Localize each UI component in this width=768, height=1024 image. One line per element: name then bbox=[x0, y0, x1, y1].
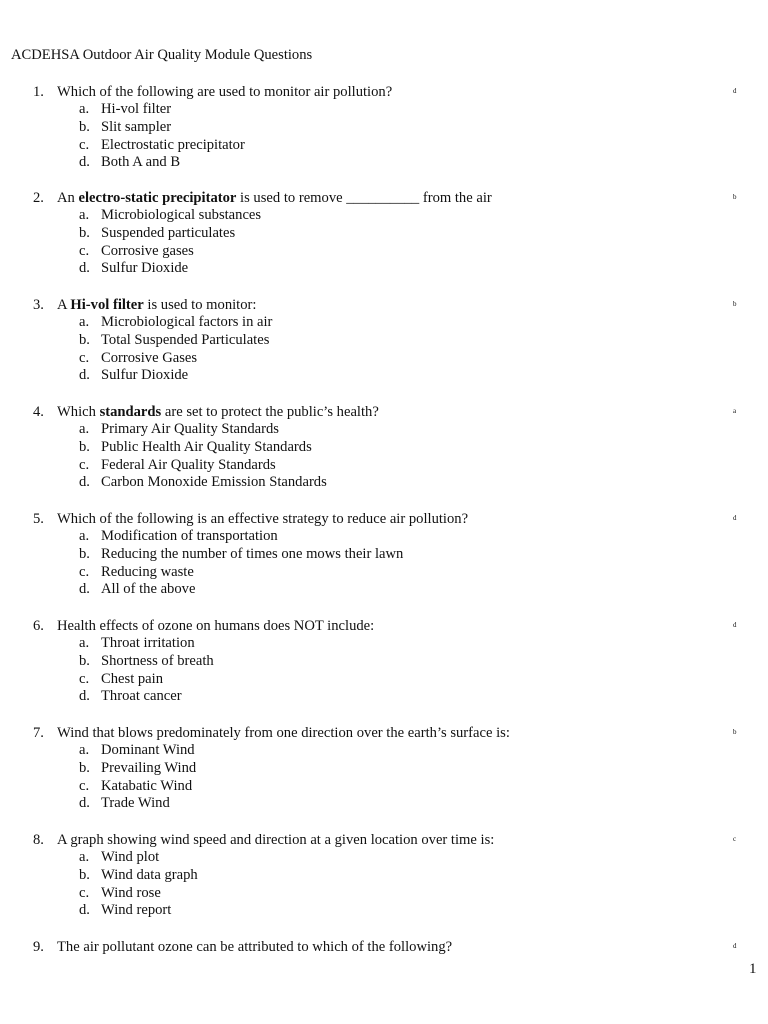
option-letter: d. bbox=[79, 902, 90, 919]
answer-option bbox=[0, 207, 768, 225]
option-letter: a. bbox=[79, 849, 90, 865]
question-number: 5. bbox=[33, 511, 44, 527]
option-letter: d. bbox=[79, 688, 90, 705]
answer-option bbox=[0, 546, 768, 564]
option-letter: c. bbox=[79, 777, 90, 794]
question-line bbox=[0, 403, 768, 421]
option-letter: a. bbox=[79, 528, 90, 544]
option-text: Sulfur Dioxide bbox=[101, 367, 189, 384]
answer-option bbox=[0, 439, 768, 457]
option-list bbox=[0, 635, 768, 706]
question-text-part: Wind that blows predominately from one direction over the earth’s surface is: bbox=[57, 725, 510, 741]
answer-option bbox=[0, 119, 768, 137]
option-list bbox=[0, 849, 768, 920]
answer-option bbox=[0, 243, 768, 261]
option-letter: b. bbox=[79, 224, 90, 241]
question-number: 6. bbox=[33, 618, 44, 634]
option-text: All of the above bbox=[101, 581, 196, 598]
question-number: 3. bbox=[33, 297, 44, 313]
option-text: Modification of transportation bbox=[101, 528, 278, 544]
option-text: Katabatic Wind bbox=[101, 777, 193, 794]
option-text: Both A and B bbox=[101, 154, 181, 171]
option-letter: d. bbox=[79, 795, 90, 812]
option-text: Chest pain bbox=[101, 670, 164, 687]
question-text-part: Which of the following is an effective strategy to reduce air pollution? bbox=[57, 511, 469, 527]
option-letter: c. bbox=[79, 349, 90, 366]
answer-key: c bbox=[733, 835, 737, 843]
question-number: 4. bbox=[33, 404, 44, 420]
answer-option bbox=[0, 260, 768, 278]
option-text: Prevailing Wind bbox=[101, 759, 197, 776]
option-list bbox=[0, 314, 768, 385]
option-text: Reducing the number of times one mows their lawn bbox=[101, 545, 404, 562]
answer-key: d bbox=[733, 621, 737, 629]
answer-option bbox=[0, 332, 768, 350]
option-letter: a. bbox=[79, 742, 90, 758]
answer-option bbox=[0, 653, 768, 671]
answer-option bbox=[0, 564, 768, 582]
question-text-part: A graph showing wind speed and direction at a given location over time is: bbox=[57, 832, 495, 848]
question-item bbox=[0, 510, 768, 599]
answer-option bbox=[0, 457, 768, 475]
option-text: Reducing waste bbox=[101, 563, 194, 580]
option-letter: d. bbox=[79, 367, 90, 384]
option-letter: a. bbox=[79, 421, 90, 437]
question-number: 2. bbox=[33, 190, 44, 206]
option-letter: d. bbox=[79, 474, 90, 491]
option-letter: d. bbox=[79, 154, 90, 171]
option-letter: b. bbox=[79, 438, 90, 455]
answer-option bbox=[0, 154, 768, 172]
option-list bbox=[0, 742, 768, 813]
option-text: Hi-vol filter bbox=[101, 101, 172, 117]
question-text-part: are set to protect the public’s health? bbox=[161, 404, 379, 420]
option-letter: c. bbox=[79, 136, 90, 153]
option-text: Microbiological substances bbox=[101, 207, 262, 223]
question-text-part: is used to remove __________ from the air bbox=[236, 190, 492, 206]
option-list bbox=[0, 207, 768, 278]
question-item bbox=[0, 831, 768, 920]
option-text: Wind data graph bbox=[101, 866, 198, 883]
question-text bbox=[57, 296, 256, 314]
option-text: Suspended particulates bbox=[101, 224, 236, 241]
document-title: ACDEHSA Outdoor Air Quality Module Questions bbox=[11, 47, 313, 63]
question-item bbox=[0, 83, 768, 172]
answer-option bbox=[0, 225, 768, 243]
answer-option bbox=[0, 350, 768, 368]
option-list bbox=[0, 101, 768, 172]
question-text-part: Which of the following are used to monitor air pollution? bbox=[57, 84, 393, 100]
answer-option bbox=[0, 885, 768, 903]
question-line bbox=[0, 189, 768, 207]
page-number: 1 bbox=[749, 961, 757, 977]
option-text: Wind report bbox=[101, 902, 172, 919]
question-text bbox=[57, 938, 452, 956]
option-text: Shortness of breath bbox=[101, 652, 214, 669]
question-line bbox=[0, 296, 768, 314]
answer-option bbox=[0, 367, 768, 385]
question-text bbox=[57, 831, 494, 849]
answer-option bbox=[0, 528, 768, 546]
answer-option bbox=[0, 421, 768, 439]
question-number: 9. bbox=[33, 939, 44, 955]
question-number: 7. bbox=[33, 725, 44, 741]
answer-key: d bbox=[733, 87, 737, 95]
option-text: Microbiological factors in air bbox=[101, 314, 273, 330]
option-text: Total Suspended Particulates bbox=[101, 331, 270, 348]
question-keyword: Hi-vol filter bbox=[70, 297, 144, 313]
answer-key: b bbox=[733, 300, 737, 308]
option-text: Federal Air Quality Standards bbox=[101, 456, 276, 473]
option-text: Primary Air Quality Standards bbox=[101, 421, 279, 437]
question-text-part: Which bbox=[57, 404, 100, 420]
question-text bbox=[57, 724, 510, 742]
answer-key: a bbox=[733, 407, 737, 415]
option-letter: a. bbox=[79, 207, 90, 223]
option-letter: a. bbox=[79, 635, 90, 651]
question-line bbox=[0, 617, 768, 635]
question-keyword: electro-static precipitator bbox=[78, 190, 237, 206]
option-letter: d. bbox=[79, 260, 90, 277]
answer-option bbox=[0, 742, 768, 760]
answer-option bbox=[0, 671, 768, 689]
question-line bbox=[0, 831, 768, 849]
option-letter: a. bbox=[79, 314, 90, 330]
option-text: Sulfur Dioxide bbox=[101, 260, 189, 277]
answer-option bbox=[0, 101, 768, 119]
question-line bbox=[0, 724, 768, 742]
option-text: Wind rose bbox=[101, 884, 161, 901]
option-text: Slit sampler bbox=[101, 118, 172, 135]
question-item bbox=[0, 296, 768, 385]
question-number: 1. bbox=[33, 84, 44, 100]
option-letter: c. bbox=[79, 884, 90, 901]
answer-option bbox=[0, 314, 768, 332]
option-text: Dominant Wind bbox=[101, 742, 195, 758]
option-text: Trade Wind bbox=[101, 795, 170, 812]
option-letter: b. bbox=[79, 759, 90, 776]
question-item bbox=[0, 938, 768, 956]
option-text: Throat cancer bbox=[101, 688, 182, 705]
answer-option bbox=[0, 474, 768, 492]
question-line bbox=[0, 938, 768, 956]
question-text-part: Health effects of ozone on humans does NOT include: bbox=[57, 618, 375, 634]
option-text: Corrosive Gases bbox=[101, 349, 198, 366]
option-letter: c. bbox=[79, 563, 90, 580]
answer-option bbox=[0, 760, 768, 778]
question-text bbox=[57, 403, 379, 421]
option-text: Corrosive gases bbox=[101, 242, 194, 259]
option-letter: c. bbox=[79, 456, 90, 473]
question-line bbox=[0, 83, 768, 101]
option-letter: b. bbox=[79, 652, 90, 669]
answer-option bbox=[0, 688, 768, 706]
option-text: Throat irritation bbox=[101, 635, 195, 651]
option-text: Electrostatic precipitator bbox=[101, 136, 245, 153]
option-letter: b. bbox=[79, 331, 90, 348]
answer-option bbox=[0, 635, 768, 653]
question-item bbox=[0, 403, 768, 492]
question-text bbox=[57, 189, 492, 207]
option-letter: b. bbox=[79, 118, 90, 135]
answer-option bbox=[0, 581, 768, 599]
question-keyword: standards bbox=[99, 404, 162, 420]
question-text-part: is used to monitor: bbox=[143, 297, 257, 313]
answer-key: b bbox=[733, 193, 737, 201]
option-text: Wind plot bbox=[101, 849, 160, 865]
question-item bbox=[0, 724, 768, 813]
question-text bbox=[57, 83, 392, 101]
answer-option bbox=[0, 867, 768, 885]
option-letter: c. bbox=[79, 670, 90, 687]
option-letter: b. bbox=[79, 866, 90, 883]
option-text: Carbon Monoxide Emission Standards bbox=[101, 474, 327, 491]
option-letter: c. bbox=[79, 242, 90, 259]
option-text: Public Health Air Quality Standards bbox=[101, 438, 312, 455]
option-list bbox=[0, 528, 768, 599]
question-text bbox=[57, 510, 468, 528]
answer-option bbox=[0, 137, 768, 155]
answer-key: d bbox=[733, 942, 737, 950]
question-text bbox=[57, 617, 374, 635]
question-line bbox=[0, 510, 768, 528]
answer-option bbox=[0, 778, 768, 796]
option-list bbox=[0, 421, 768, 492]
question-text-part: The air pollutant ozone can be attributed to which of the following? bbox=[57, 939, 453, 955]
question-text-part: A bbox=[57, 297, 71, 313]
option-letter: a. bbox=[79, 101, 90, 117]
answer-option bbox=[0, 902, 768, 920]
question-number: 8. bbox=[33, 832, 44, 848]
answer-option bbox=[0, 795, 768, 813]
question-item bbox=[0, 617, 768, 706]
answer-option bbox=[0, 849, 768, 867]
answer-key: b bbox=[733, 728, 737, 736]
question-item bbox=[0, 189, 768, 278]
answer-key: d bbox=[733, 514, 737, 522]
option-letter: d. bbox=[79, 581, 90, 598]
option-letter: b. bbox=[79, 545, 90, 562]
question-text-part: An bbox=[57, 190, 79, 206]
